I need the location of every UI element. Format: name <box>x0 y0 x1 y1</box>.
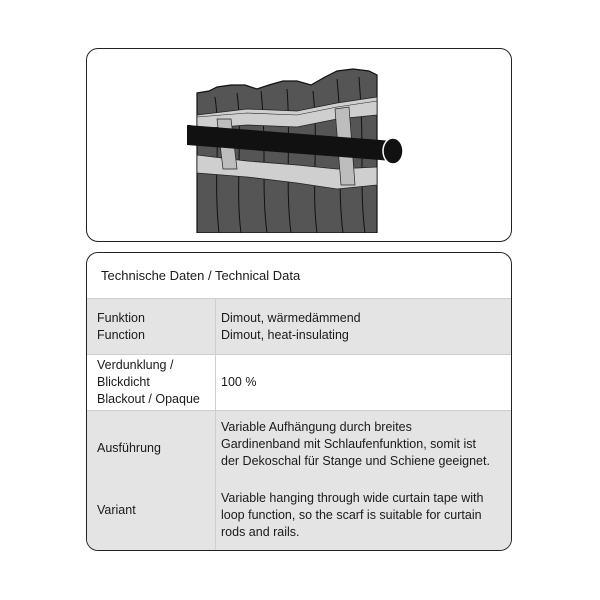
value-line-en: loop function, so the scarf is suitable for curtain <box>221 508 482 522</box>
product-illustration-card <box>86 48 512 242</box>
curtain-on-rod-icon <box>187 57 417 233</box>
row-label <box>87 299 216 354</box>
row-label <box>87 355 216 410</box>
row-label <box>87 411 216 551</box>
label-line-en: Function <box>97 327 145 342</box>
label-line: Blickdicht <box>97 375 150 389</box>
value-en <box>221 490 505 541</box>
value-line-de: Variable Aufhängung durch breites <box>221 420 412 434</box>
value-line-de: der Dekoschal für Stange und Schiene geeignet. <box>221 454 490 468</box>
label-en: Variant <box>97 502 136 517</box>
label-line: Blackout / Opaque <box>97 392 200 406</box>
value-line-de: Dimout, wärmedämmend <box>221 310 361 325</box>
value-line-de: Gardinenband mit Schlaufenfunktion, somit ist <box>221 437 476 451</box>
table-row-blackout <box>87 355 511 411</box>
value-line-en: rods and rails. <box>221 525 300 539</box>
value-line-en: Dimout, heat-insulating <box>221 327 349 342</box>
value-line-en: Variable hanging through wide curtain tape with <box>221 491 484 505</box>
label-line-de: Funktion <box>97 310 145 325</box>
label-line: Verdunklung / <box>97 358 174 372</box>
value-de <box>221 419 505 470</box>
label-de: Ausführung <box>97 440 161 455</box>
table-row-function <box>87 299 511 355</box>
value-line: 100 % <box>221 375 257 389</box>
row-value <box>216 355 511 410</box>
row-value <box>216 411 511 551</box>
row-value <box>216 299 511 354</box>
technical-data-table <box>86 252 512 551</box>
table-row-variant <box>87 411 511 551</box>
table-title: Technische Daten / Technical Data <box>87 253 511 299</box>
